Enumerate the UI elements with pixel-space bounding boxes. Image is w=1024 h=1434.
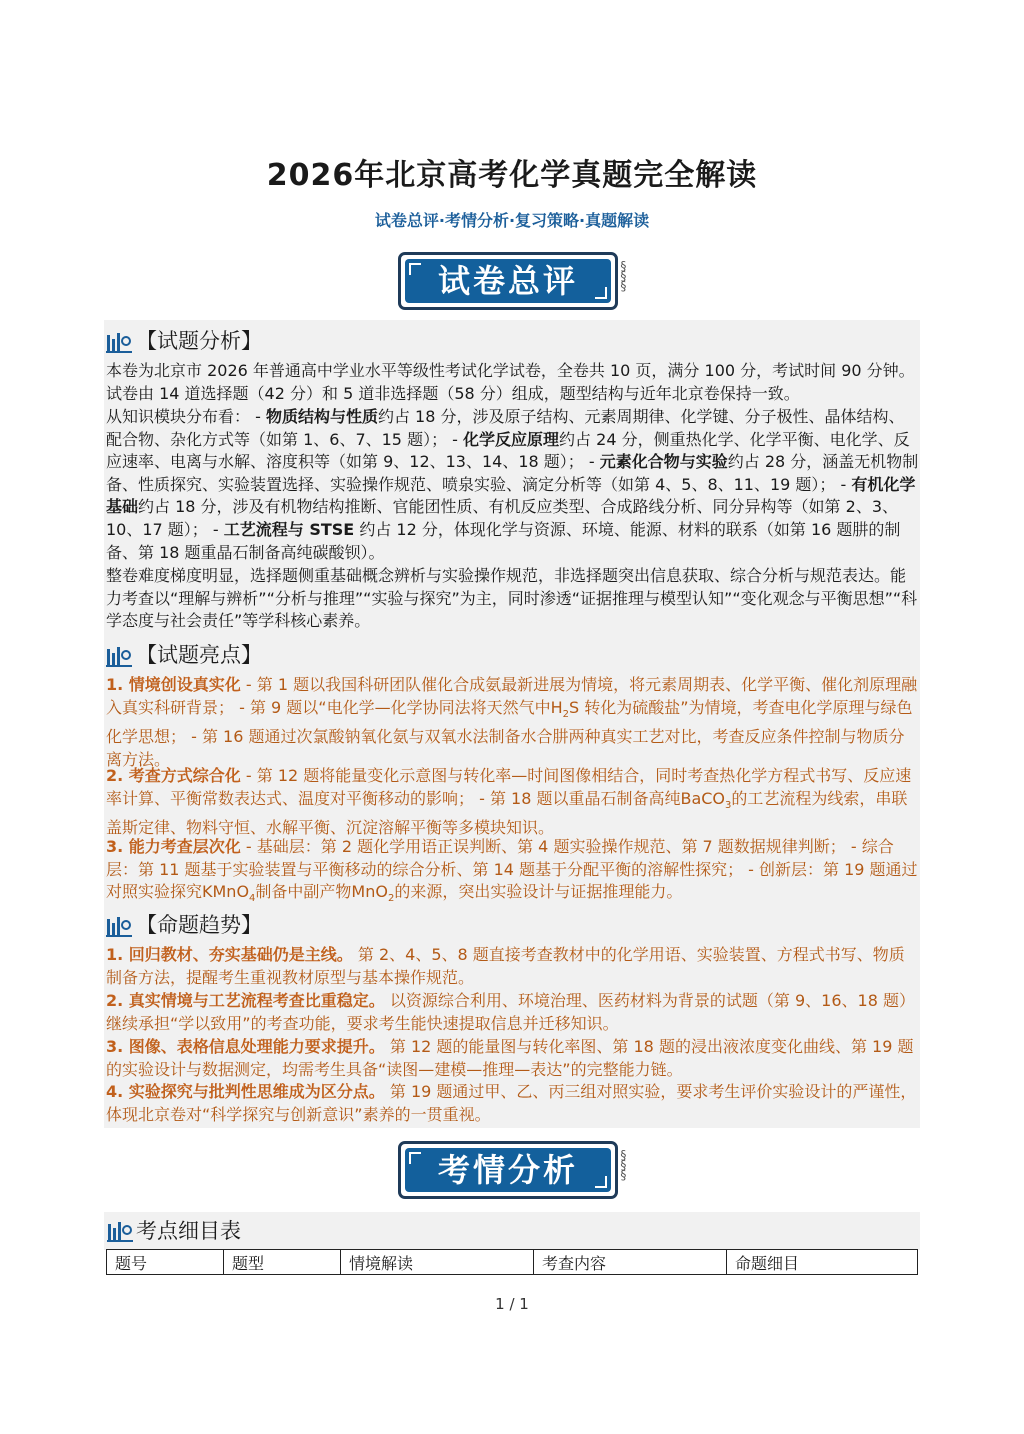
subscript: 2 <box>387 893 395 905</box>
subscript: 2 <box>562 708 569 720</box>
column-header: 情境解读 <box>341 1250 534 1275</box>
highlight-2-text: - 第 12 题将能量变化示意图与转化率—时间图像相结合，同时考查热化学方程式书写、反应速率计算、平衡常数表达式、温度对平衡移动的影响； - 第 18 题以重晶石制备高纯BaCO <box>106 766 912 808</box>
highlight-3-text-end: 的来源，突出实验设计与证据推理能力。 <box>394 882 683 902</box>
analysis-intro: 从知识模块分布看： - <box>106 407 266 426</box>
module-process: 工艺流程与 STSE <box>223 519 355 539</box>
banner-corner-decoration <box>595 1176 607 1188</box>
subscript: 3 <box>725 799 732 811</box>
module-elements: 元素化合物与实验 <box>599 452 728 472</box>
chart-icon <box>107 1220 133 1242</box>
module-principle-text: 约占 24 分，侧重热化学、化学平衡、电化学、反应速率、电离与水解、溶度积等（如第 9、12、13、14、18 题）； - <box>106 429 910 472</box>
module-elements-text: 约占 28 分，涵盖无机物制备、性质探究、实验装置选择、实验操作规范、喷泉实验、滴定分析等（如第 4、5、8、11、19 题）； - <box>106 452 919 494</box>
trend-4-text: 第 19 题通过甲、乙、丙三组对照实验，要求考生评价实验设计的严谨性，体现北京卷对“科学探究与创新意识”素养的一贯重视。 <box>106 1082 917 1124</box>
spring-decoration-icon: § § § <box>619 1148 627 1182</box>
chart-icon <box>106 645 132 667</box>
trend-2 <box>106 990 919 1035</box>
trend-2-title: 2. 真实情境与工艺流程考查比重稳定。 <box>106 991 385 1010</box>
highlight-2-text-cont: 的工艺流程为线索，串联盖斯定律、物料守恒、水解平衡、沉淀溶解平衡等多模块知识。 <box>106 788 908 838</box>
banner-corner-decoration <box>409 1152 421 1164</box>
highlight-1-text-cont: S 转化为硫酸盐”为情境，考查电化学原理与绿色化学思想； - 第 16 题通过次氯酸钠氧化氨与双氧水法制备水合肼两种真实工艺对比，考查反应条件控制与物质分离方法。 <box>106 697 913 769</box>
page-title: 2026年北京高考化学真题完全解读 <box>266 158 758 193</box>
trend-1-title: 1. 回归教材、夯实基础仍是主线。 <box>106 945 353 964</box>
banner-overview <box>398 252 627 310</box>
table-header-row <box>107 1250 918 1275</box>
module-process-text: 约占 12 分，体现化学与资源、环境、能源、材料的联系（如第 16 题肼的制备、第 18 题重晶石制备高纯碳酸钡）。 <box>106 519 901 562</box>
page-subtitle: 试卷总评·考情分析·复习策略·真题解读 <box>374 211 650 230</box>
section-heading-trends <box>106 910 262 940</box>
banner-corner-decoration <box>409 263 421 275</box>
module-structure-text: 约占 18 分，涉及原子结构、元素周期律、化学键、分子极性、晶体结构、配合物、杂化方式等（如第 1、6、7、15 题）； - <box>106 407 905 449</box>
section-heading-label: 【命题趋势】 <box>136 913 262 937</box>
trend-1 <box>106 944 919 989</box>
trend-2-text: 以资源综合利用、环境治理、医药材料为背景的试题（第 9、16、18 题）继续承担“学以致用”的考查功能，要求考生能快速提取信息并迁移知识。 <box>106 991 915 1033</box>
trend-3 <box>106 1036 919 1081</box>
section-heading-label: 【试题分析】 <box>136 329 262 353</box>
chart-icon <box>106 915 132 937</box>
highlight-3-text-cont: 制备中副产物MnO <box>255 882 388 902</box>
column-header: 命题细目 <box>727 1250 918 1275</box>
highlight-3-text: - 基础层：第 2 题化学用语正误判断、第 4 题实验操作规范、第 7 题数据规律判断； - 综合层：第 11 题基于实验装置与平衡移动的综合分析、第 14 题基于分配平衡的溶解性探究； - 创新层：第 19 题通过对照实验探究KMnO <box>106 837 918 902</box>
banner-analysis <box>398 1141 627 1199</box>
trend-1-text: 第 2、4、5、8 题直接考查教材中的化学用语、实验装置、方程式书写、物质制备方法，提醒考生重视教材原型与基本操作规范。 <box>106 945 905 987</box>
analysis-paragraph-3: 整卷难度梯度明显，选择题侧重基础概念辨析与实验操作规范，非选择题突出信息获取、综合分析与规范表达。能力考查以“理解与辨析”“分析与推理”“实验与探究”为主，同时渗透“证据推理与模型认知”“变化观念与平衡思想”“科学态度与社会责任”等学科核心素养。 <box>106 566 918 631</box>
banner-corner-decoration <box>595 287 607 299</box>
banner-overview-label: 试卷总评 <box>405 259 611 303</box>
detail-table-heading-label: 考点细目表 <box>136 1219 241 1243</box>
module-principle: 化学反应原理 <box>463 429 560 449</box>
trend-4-title: 4. 实验探究与批判性思维成为区分点。 <box>106 1082 385 1101</box>
trend-3-text: 第 12 题的能量图与转化率图、第 18 题的浸出液浓度变化曲线、第 19 题的实验设计与数据测定，均需考生具备“读图—建模—推理—表达”的完整能力链。 <box>106 1037 914 1079</box>
analysis-paragraph-2 <box>106 406 919 564</box>
trend-4 <box>106 1081 919 1126</box>
page-number: 1 / 1 <box>495 1295 529 1313</box>
section-heading-highlights <box>106 640 262 670</box>
column-header: 题号 <box>107 1250 224 1275</box>
module-organic-text: 约占 18 分，涉及有机物结构推断、官能团性质、有机反应类型、合成路线分析、同分异构等（如第 2、3、10、17 题）； - <box>106 497 898 539</box>
column-header: 考查内容 <box>534 1250 727 1275</box>
highlight-2-title: 2. 考查方式综合化 <box>106 766 241 785</box>
highlight-1 <box>106 674 919 772</box>
highlight-2 <box>106 765 919 840</box>
section-heading-label: 【试题亮点】 <box>136 643 262 667</box>
column-header: 题型 <box>224 1250 341 1275</box>
analysis-paragraph-1: 本卷为北京市 2026 年普通高中学业水平等级性考试化学试卷，全卷共 10 页，满分 100 分，考试时间 90 分钟。试卷由 14 道选择题（42 分）和 5 道非选择题（58 分）组成，题型结构与近年北京卷保持一致。 <box>106 361 915 403</box>
highlight-3 <box>106 836 919 911</box>
highlight-3-title: 3. 能力考查层次化 <box>106 837 241 856</box>
subscript: 4 <box>249 893 256 905</box>
highlight-1-title: 1. 情境创设真实化 <box>106 675 241 694</box>
highlight-1-text: - 第 1 题以我国科研团队催化合成氨最新进展为情境，将元素周期表、化学平衡、催化剂原理融入真实科研背景； - 第 9 题以“电化学—化学协同法将天然气中H <box>106 675 918 717</box>
banner-analysis-label: 考情分析 <box>405 1148 611 1192</box>
module-structure: 物质结构与性质 <box>265 407 378 426</box>
section-heading-analysis <box>106 326 262 356</box>
trend-3-title: 3. 图像、表格信息处理能力要求提升。 <box>106 1037 385 1056</box>
detail-table <box>106 1249 918 1275</box>
spring-decoration-icon: § § § <box>619 259 627 293</box>
module-organic: 有机化学基础 <box>106 474 916 517</box>
detail-table-heading <box>104 1212 920 1250</box>
chart-icon <box>106 331 132 353</box>
